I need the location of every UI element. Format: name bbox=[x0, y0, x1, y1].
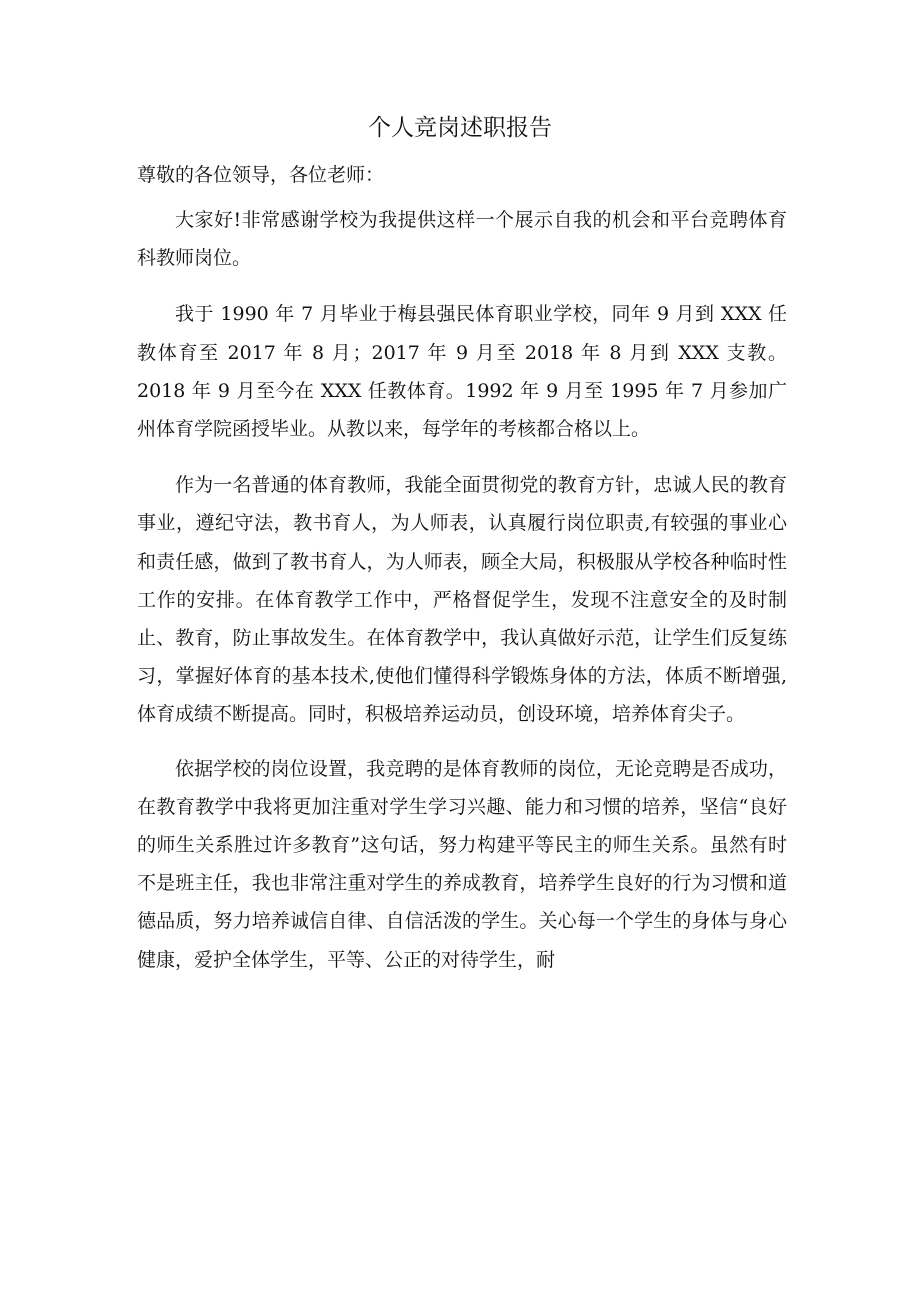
paragraph-greeting: 大家好!非常感谢学校为我提供这样一个展示自我的机会和平台竞聘体育科教师岗位。 bbox=[137, 209, 787, 270]
document-title: 个人竞岗述职报告 bbox=[368, 115, 552, 141]
document-body bbox=[137, 157, 787, 997]
salutation: 尊敬的各位领导，各位老师： bbox=[137, 164, 385, 186]
paragraph-teaching-practice: 作为一名普通的体育教师，我能全面贯彻党的教育方针，忠诚人民的教育事业，遵纪守法，教书育人，为人师表，认真履行岗位职责,有较强的事业心和责任感，做到了教书育人，为人师表，顾全大局，积极服从学校各种临时性工作的安排。在体育教学工作中，严格督促学生，发现不注意安全的及时制止、教育，防止事故发生。在体育教学中，我认真做好示范，让学生们反复练习，掌握好体育的基本技术,使他们懂得科学锻炼身体的方法，体质不断增强,体育成绩不断提高。同时，积极培养运动员，创设环境，培养体育尖子。 bbox=[137, 474, 787, 726]
paragraph-position-goals: 依据学校的岗位设置，我竞聘的是体育教师的岗位，无论竞聘是否成功，在教育教学中我将更加注重对学生学习兴趣、能力和习惯的培养，坚信“良好的师生关系胜过许多教育”这句话，努力构建平等民主的师生关系。虽然有时不是班主任，我也非常注重对学生的养成教育，培养学生良好的行为习惯和道德品质，努力培养诚信自律、自信活泼的学生。关心每一个学生的身体与身心健康，爱护全体学生，平等、公正的对待学生，耐 bbox=[137, 757, 787, 971]
paragraph-career-history: 我于 1990 年 7 月毕业于梅县强民体育职业学校，同年 9 月到 XXX 任教体育至 2017 年 8 月；2017 年 9 月至 2018 年 8 月到 XXX 支教。2018 年 9 月至今在 XXX 任教体育。1992 年 9 月至 1995 年 7 月参加广州体育学院函授毕业。从教以来，每学年的考核都合格以上。 bbox=[137, 303, 787, 441]
